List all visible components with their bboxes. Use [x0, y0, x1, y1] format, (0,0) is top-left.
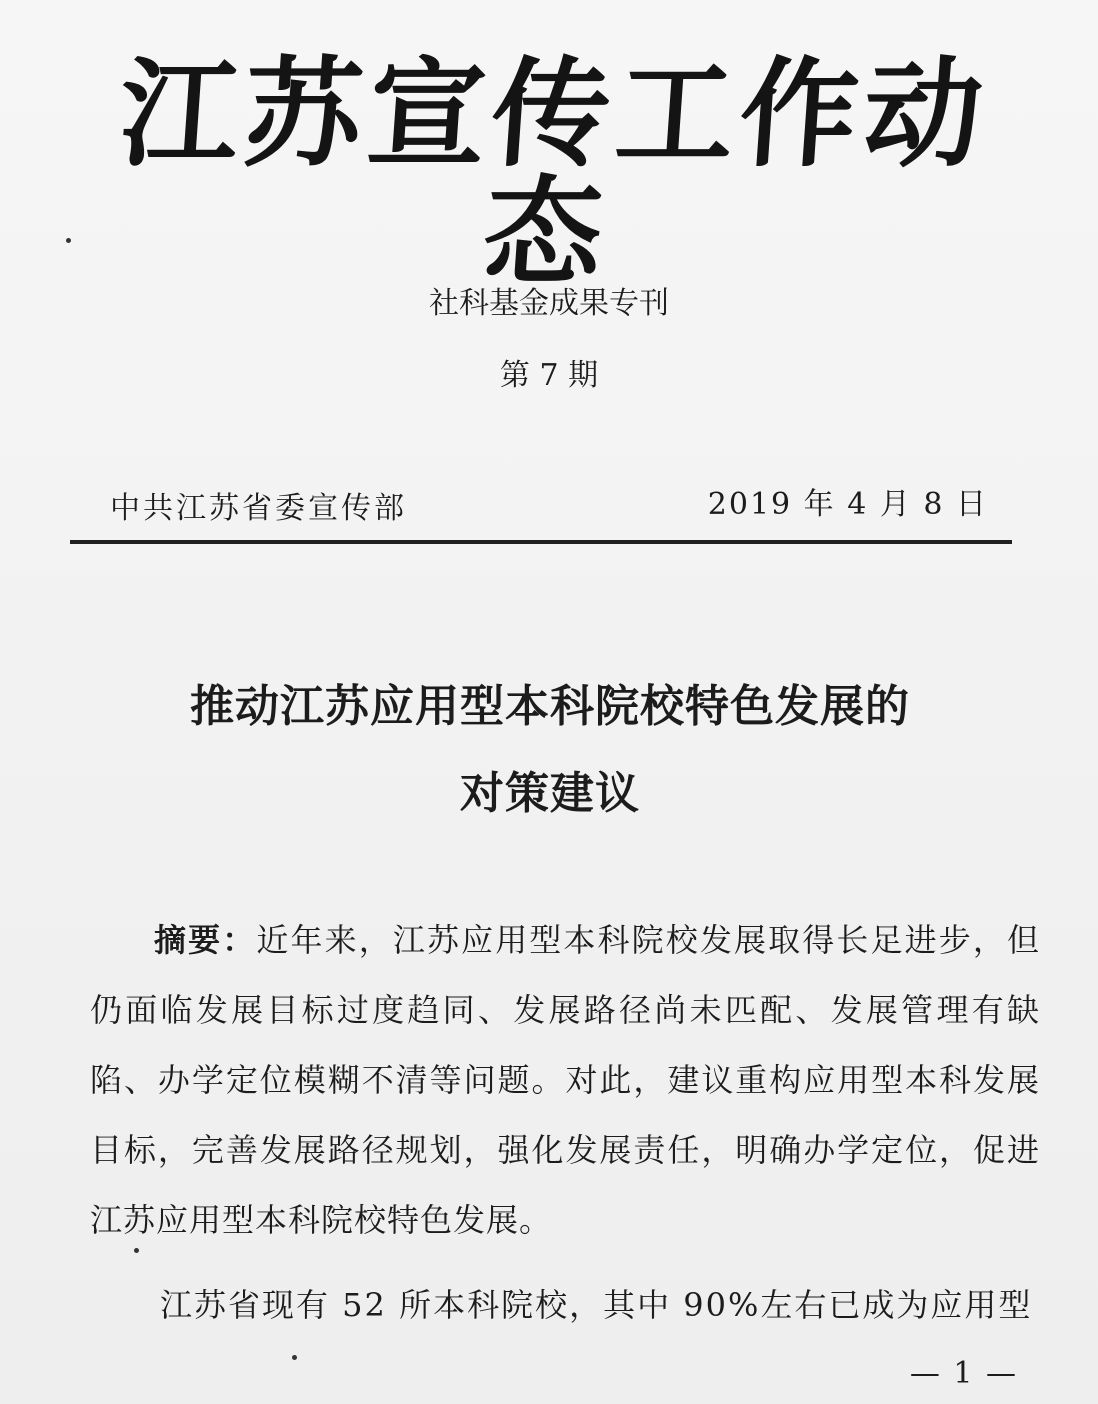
publisher-name: 中共江苏省委宣传部	[110, 491, 407, 526]
article-title-line2: 对策建议	[460, 768, 640, 819]
special-edition-label: 社科基金成果专刊	[429, 286, 669, 321]
page-number: — 1 —	[909, 1356, 1018, 1391]
scan-speck	[134, 1248, 139, 1253]
header-divider	[70, 540, 1012, 544]
publication-date: 2019 年 4 月 8 日	[707, 487, 988, 522]
abstract-text: 近年来，江苏应用型本科院校发展取得长足进步，但仍面临发展目标过度趋同、发展路径尚未匹配、发展管理有缺陷、办学定位模糊不清等问题。对此，建议重构应用型本科发展目标，完善发展路径规划，强化发展责任，明确办学定位，促进江苏应用型本科院校特色发展。	[90, 921, 1040, 1239]
abstract-paragraph	[90, 905, 1040, 1255]
issue-number: 第 7 期	[499, 358, 599, 393]
abstract-label: 摘要：	[154, 921, 257, 959]
body-paragraph-start: 江苏省现有 52 所本科院校，其中 90%左右已成为应用型	[160, 1286, 1033, 1324]
masthead-title: 江苏宣传工作动态	[115, 45, 993, 301]
article-title-line1: 推动江苏应用型本科院校特色发展的	[190, 681, 910, 732]
scan-speck	[66, 238, 71, 243]
scan-speck	[292, 1355, 297, 1360]
